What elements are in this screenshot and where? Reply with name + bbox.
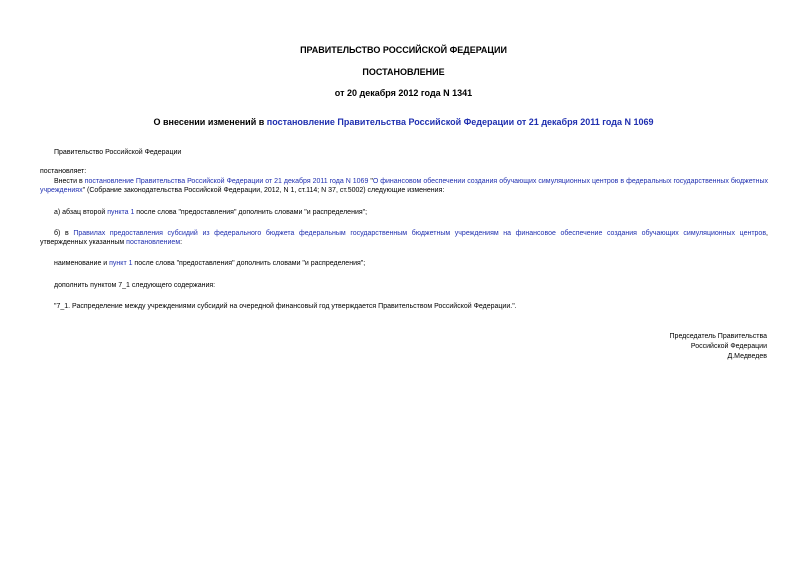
item-b1-suffix: после слова "предоставления" дополнить словами "и распределения"; xyxy=(132,260,366,267)
document-title xyxy=(0,117,807,128)
paragraph-prefix: Внести в xyxy=(54,178,85,185)
item-b1 xyxy=(54,259,365,268)
item-b-mid: , утвержденных указанным xyxy=(40,230,768,246)
item-a-prefix: а) абзац второй xyxy=(54,209,108,216)
paragraph-suffix: " (Собрание законодательства Российской Федерации, 2012, N 1, ст.114; N 37, ст.5002) следующие изменения: xyxy=(82,187,445,194)
item-b1-prefix: наименование и xyxy=(54,260,110,267)
item-a-point-link[interactable]: пункта 1 xyxy=(107,209,135,216)
item-b1-point-link[interactable]: пункт 1 xyxy=(109,260,133,267)
signature-name: Д.Медведев xyxy=(727,353,767,360)
item-a-suffix: после слова "предоставления" дополнить словами "и распределения"; xyxy=(134,209,368,216)
document-type-heading: ПОСТАНОВЛЕНИЕ xyxy=(362,67,445,77)
signature-position: Председатель Правительства xyxy=(669,333,767,340)
document-title-prefix: О внесении изменений в xyxy=(153,117,267,127)
decree-1069-link[interactable]: постановление Правительства Российской Федерации от 21 декабря 2011 года N 1069 xyxy=(84,178,369,185)
paragraph-quote-open: " xyxy=(368,178,373,185)
signature-block xyxy=(670,332,767,362)
decrees-text: постановляет: xyxy=(40,168,87,175)
item-a xyxy=(54,208,367,217)
date-number-heading: от 20 декабря 2012 года N 1341 xyxy=(334,88,473,98)
issuer-text: Правительство Российской Федерации xyxy=(54,149,182,156)
signature-organization: Российской Федерации xyxy=(690,343,767,350)
paragraph-amendments xyxy=(40,177,768,195)
item-b3: "7_1. Распределение между учреждениями субсидий на очередной финансовый год утверждается Правительством Российской Федерации.". xyxy=(54,303,517,310)
decree-title-link[interactable]: О финансовом обеспечении создания обучающих симуляционных центров в федеральных государственных бюджетных учреждениях xyxy=(40,178,768,194)
item-b-suffix: : xyxy=(180,239,183,246)
government-heading: ПРАВИТЕЛЬСТВО РОССИЙСКОЙ ФЕДЕРАЦИИ xyxy=(300,45,507,55)
decree-reference-link[interactable]: постановлением xyxy=(126,239,181,246)
item-b xyxy=(40,229,768,247)
item-b-prefix: б) в xyxy=(54,230,74,237)
rules-link[interactable]: Правилах предоставления субсидий из федерального бюджета федеральным государственным бюджетным учреждениям на финансовое обеспечение создания обучающих симуляционных центров xyxy=(73,230,767,237)
title-decree-link[interactable]: постановление Правительства Российской Федерации от 21 декабря 2011 года N 1069 xyxy=(266,117,654,127)
item-b2: дополнить пунктом 7_1 следующего содержания: xyxy=(54,282,216,289)
